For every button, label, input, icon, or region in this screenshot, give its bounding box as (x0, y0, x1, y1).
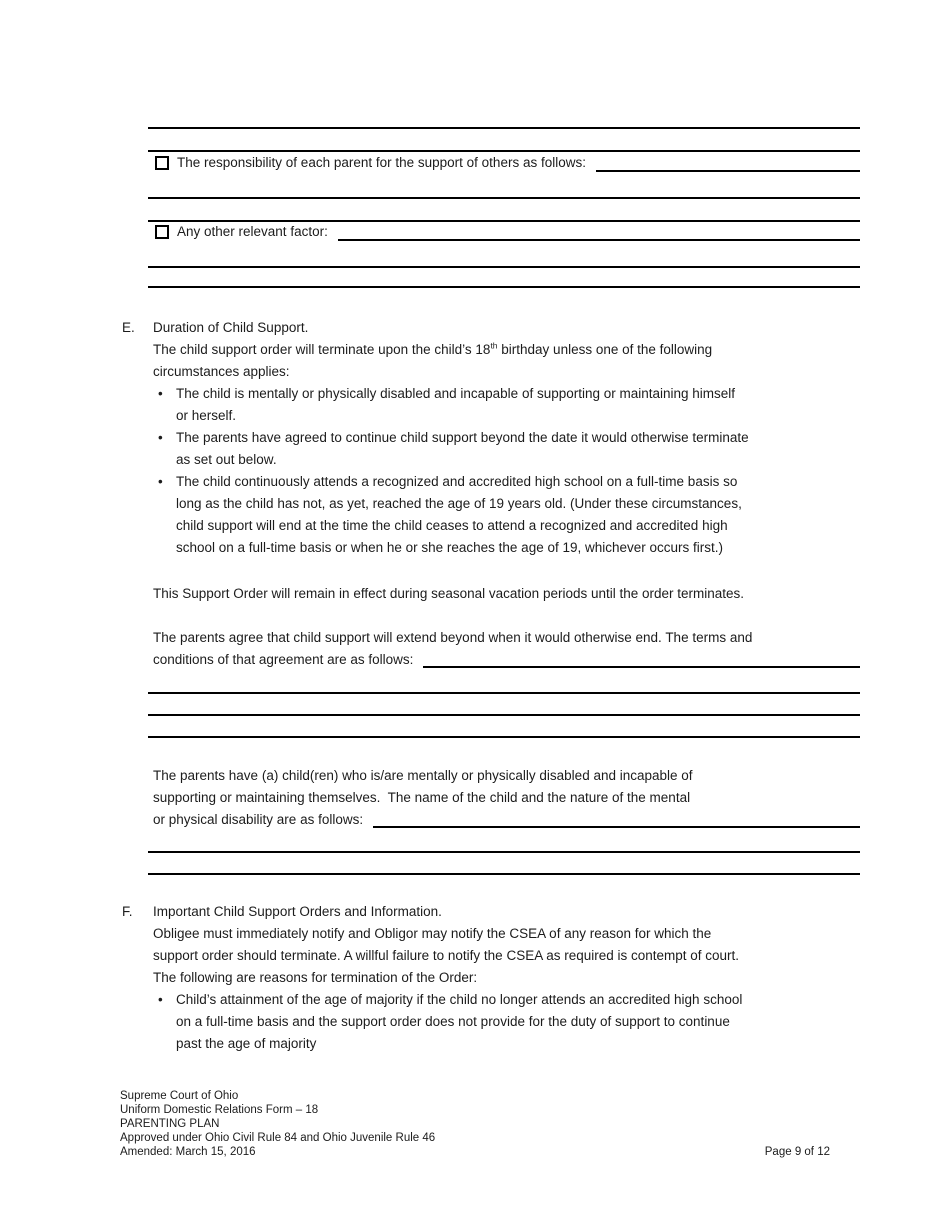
write-in-line[interactable] (338, 221, 860, 241)
section-title: Duration of Child Support. (153, 320, 309, 335)
vacation-paragraph: This Support Order will remain in effect during seasonal vacation periods until the order terminates. (153, 586, 745, 601)
checkbox-label: The responsibility of each parent for the support of others as follows: (177, 155, 586, 170)
blank-line[interactable] (148, 197, 860, 199)
section-f (120, 901, 860, 1055)
text-run: birthday unless one of the following (497, 342, 713, 357)
bullet-item (158, 989, 860, 1055)
section-title: Important Child Support Orders and Information. (153, 904, 442, 919)
page-footer (120, 1089, 830, 1159)
paragraph-line: The parents have (a) child(ren) who is/are mentally or physically disabled and incapable of (153, 768, 693, 783)
text-run: or physical disability are as follows: (153, 812, 364, 827)
ordinal-superscript: th (490, 340, 498, 351)
bullet-item (158, 383, 860, 427)
bullet-line: past the age of majority (176, 1036, 317, 1051)
bullet-icon: • (158, 992, 163, 1007)
blank-line[interactable] (148, 286, 860, 288)
checkbox-row-other-factor (155, 221, 860, 243)
paragraph-line (153, 809, 860, 831)
paragraph-line: The parents agree that child support will extend beyond when it would otherwise end. The terms and (153, 630, 753, 645)
section-e-heading (120, 317, 860, 339)
checkbox-label: Any other relevant factor: (177, 224, 328, 239)
bullet-item (158, 471, 860, 559)
paragraph-line (153, 339, 860, 361)
checkbox[interactable] (155, 156, 169, 170)
checkbox[interactable] (155, 225, 169, 239)
write-in-line[interactable] (373, 809, 860, 828)
bullet-line: The parents have agreed to continue child support beyond the date it would otherwise terminate (176, 430, 749, 445)
section-letter: E. (122, 320, 135, 335)
bullet-line: The child continuously attends a recognized and accredited high school on a full-time basis so (176, 474, 738, 489)
paragraph-line: supporting or maintaining themselves. The name of the child and the nature of the mental (153, 790, 691, 805)
write-in-line[interactable] (596, 152, 860, 172)
bullet-line: on a full-time basis and the support order does not provide for the duty of support to continue (176, 1014, 730, 1029)
page-number: Page 9 of 12 (764, 1146, 830, 1158)
extension-paragraph (153, 627, 860, 671)
blank-line[interactable] (148, 692, 860, 694)
bullet-line: or herself. (176, 408, 237, 423)
bullet-line: long as the child has not, as yet, reached the age of 19 years old. (Under these circumstances, (176, 496, 742, 511)
bullet-line: The child is mentally or physically disabled and incapable of supporting or maintaining himself (176, 386, 736, 401)
bullet-line: child support will end at the time the child ceases to attend a recognized and accredited high (176, 518, 728, 533)
disabled-child-paragraph (153, 765, 860, 831)
bullet-icon: • (158, 474, 163, 489)
paragraph-line (153, 649, 860, 671)
checkbox-row-support-of-others (155, 152, 860, 174)
bullet-icon: • (158, 430, 163, 445)
blank-line[interactable] (148, 873, 860, 875)
section-e (120, 317, 860, 559)
footer-line: Uniform Domestic Relations Form – 18 (120, 1104, 319, 1116)
paragraph-line: support order should terminate. A willful failure to notify the CSEA as required is contempt of court. (153, 948, 740, 963)
footer-line: Approved under Ohio Civil Rule 84 and Ohio Juvenile Rule 46 (120, 1132, 436, 1144)
write-in-line[interactable] (423, 649, 860, 668)
blank-line[interactable] (148, 736, 860, 738)
paragraph-line: The following are reasons for termination of the Order: (153, 970, 478, 985)
paragraph-line: Obligee must immediately notify and Obligor may notify the CSEA of any reason for which the (153, 926, 712, 941)
blank-line[interactable] (148, 851, 860, 853)
bullet-line: Child’s attainment of the age of majority if the child no longer attends an accredited high school (176, 992, 743, 1007)
bullet-line: school on a full-time basis or when he or she reaches the age of 19, whichever occurs first.) (176, 540, 724, 555)
blank-line[interactable] (148, 127, 860, 129)
footer-line: Supreme Court of Ohio (120, 1090, 239, 1102)
paragraph-line: circumstances applies: (153, 364, 290, 379)
bullet-icon: • (158, 386, 163, 401)
text-run: conditions of that agreement are as follows: (153, 652, 414, 667)
text-run: The child support order will terminate upon the child’s 18 (153, 342, 491, 357)
footer-line: Amended: March 15, 2016 (120, 1146, 256, 1158)
bullet-line: as set out below. (176, 452, 277, 467)
blank-line[interactable] (148, 266, 860, 268)
section-letter: F. (122, 904, 133, 919)
section-f-heading (120, 901, 860, 923)
blank-line[interactable] (148, 714, 860, 716)
bullet-item (158, 427, 860, 471)
footer-line: PARENTING PLAN (120, 1118, 220, 1130)
